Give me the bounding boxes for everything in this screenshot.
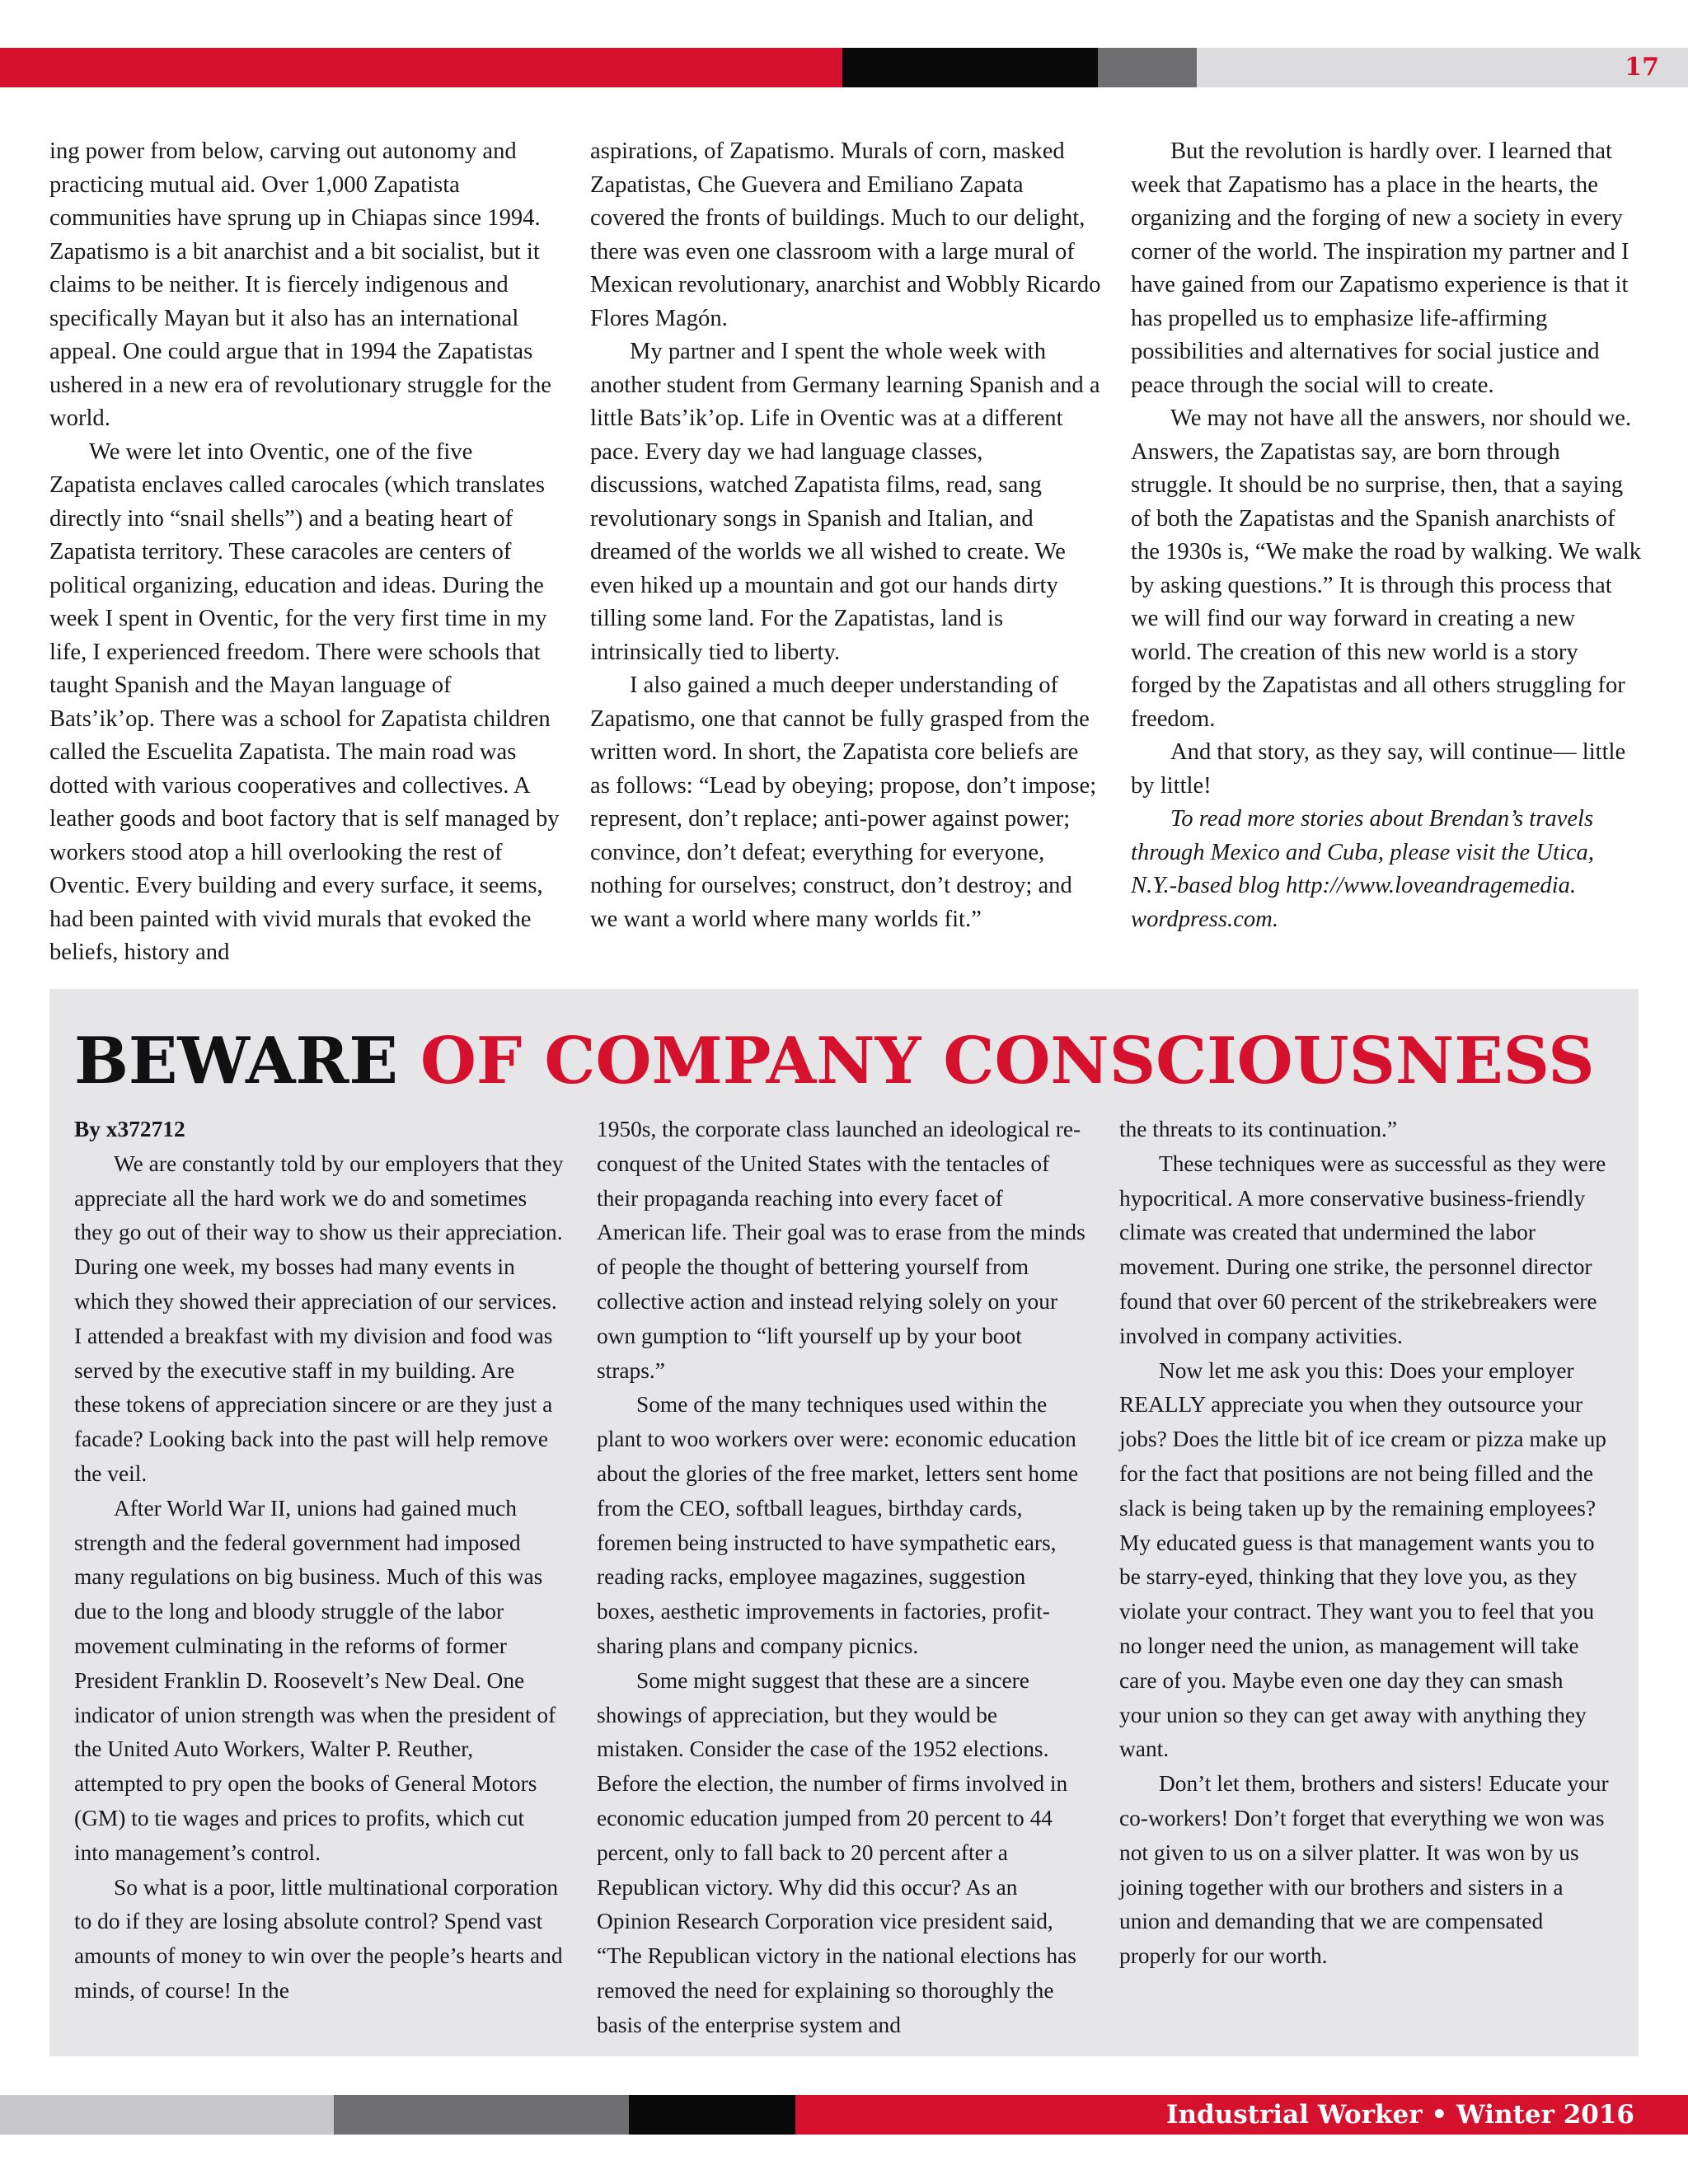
paragraph: We may not have all the answers, nor should we. Answers, the Zapatistas say, are born through struggle. It should be no surprise, then, that a saying of both the Zapatistas and the Spanish anarchists of the 1930s is, “We make the road by walking. We walk by asking questions.” It is through this process that we will find our way forward in creating a new world. The creation of this new world is a story forged by the Zapatistas and all others struggling for freedom. xyxy=(1131,405,1642,732)
paragraph: Some might suggest that these are a sincere showings of appreciation, but they would be mistaken. Consider the case of the 1952 elections. Before the election, the number of firms involved in economic education jumped from 20 percent to 44 percent, only to fall back to 20 percent after a Republican victory. Why did this occur? As an Opinion Research Corporation vice president said, “The Republican victory in the national elections has removed the need for explaining so thoroughly the basis of the enterprise system and xyxy=(597,1667,1076,2037)
top-article-column-1 xyxy=(49,135,560,970)
paragraph: Now let me ask you this: Does your employer REALLY appreciate you when they outsource your jobs? Does the little bit of ice cream or pizza make up for the fact that positions are not being filled and the slack is being taken up by the remaining employees? My educated guess is that management wants you to be starry-eyed, thinking that they love you, as they violate your contract. They want you to feel that you no longer need the union, as management will take care of you. Maybe even one day they can smash your union so they can get away with anything they want. xyxy=(1119,1357,1606,1762)
top-article-column-3 xyxy=(1131,135,1642,936)
headline-black-part: BEWARE xyxy=(74,1024,398,1099)
paragraph: So what is a poor, little multinational corporation to do if they are losing absolute control? Spend vast amounts of money to win over the people’s hearts and minds, of course! In the xyxy=(74,1874,563,2003)
paragraph: My partner and I spent the whole week with another student from Germany learning Spanish and a little Bats’ik’op. Life in Oventic was at a different pace. Every day we had language classes, discussions, watched Zapatista films, read, sang revolutionary songs in Spanish and Italian, and dreamed of the worlds we all wished to create. We even hiked up a mountain and got our hands dirty tilling some land. For the Zapatistas, land is intrinsically tied to liberty. xyxy=(590,339,1100,665)
bottom-bar-lightgray-segment xyxy=(0,2095,334,2135)
paragraph: I also gained a much deeper understanding of Zapatismo, one that cannot be fully grasped from the written word. In short, the Zapatista core beliefs are as follows: “Lead by obeying; propose, don’t impose; represent, don’t replace; anti-power against power; convince, don’t defeat; everything for everyone, nothing for ourselves; construct, don’t destroy; and we want a world where many worlds fit.” xyxy=(590,673,1097,932)
feature-article-column-3 xyxy=(1119,1113,1610,1974)
feature-article-column-1 xyxy=(74,1113,565,2008)
page-number: 17 xyxy=(1625,53,1659,82)
paragraph: And that story, as they say, will continue— little by little! xyxy=(1131,739,1626,799)
paragraph: ing power from below, carving out autonomy and practicing mutual aid. Over 1,000 Zapatista communities have sprung up in Chiapas since 1994. Zapatismo is a bit anarchist and a bit socialist, but it claims to be neither. It is fiercely indigenous and specifically Mayan but it also has an international appeal. One could argue that in 1994 the Zapatistas ushered in a new era of revolutionary struggle for the world. xyxy=(49,138,551,431)
top-bar-red-segment xyxy=(0,48,842,87)
paragraph: 1950s, the corporate class launched an ideological re-conquest of the United States with the tentacles of their propaganda reaching into every facet of American life. Their goal was to erase from the minds of people the thought of bettering yourself from collective action and instead relying solely on your own gumption to “lift yourself up by your boot straps.” xyxy=(597,1117,1085,1383)
top-article-column-2 xyxy=(590,135,1101,936)
bottom-bar-black-segment xyxy=(629,2095,795,2135)
top-bar-darkgray-segment xyxy=(1098,48,1197,87)
paragraph: the threats to its continuation.” xyxy=(1119,1117,1397,1141)
footer-publication-name: Industrial Worker • Winter 2016 xyxy=(1165,2100,1634,2130)
paragraph: We were let into Oventic, one of the five Zapatista enclaves called carocales (which translates directly into “snail shells”) and a beating heart of Zapatista territory. These caracoles are centers of political organizing, education and ideas. During the week I spent in Oventic, for the very first time in my life, I experienced freedom. There were schools that taught Spanish and the Mayan language of Bats’ik’op. There was a school for Zapatista children called the Escuelita Zapatista. The main road was dotted with various cooperatives and collectives. A leather goods and boot factory that is self managed by workers stood atop a hill overlooking the rest of Oventic. Every building and every surface, it seems, had been painted with vivid murals that evoked the beliefs, history and xyxy=(49,438,560,965)
article-headline xyxy=(74,1022,1640,1101)
paragraph: aspirations, of Zapatismo. Murals of corn, masked Zapatistas, Che Guevera and Emiliano Zapata covered the fronts of buildings. Much to our delight, there was even one classroom with a large mural of Mexican revolutionary, anarchist and Wobbly Ricardo Flores Magón. xyxy=(590,138,1101,331)
paragraph: We are constantly told by our employers that they appreciate all the hard work we do and sometimes they go out of their way to show us their appreciation. During one week, my bosses had many events in which they showed their appreciation of our services. I attended a breakfast with my division and food was served by the executive staff in my building. Are these tokens of appreciation sincere or are they just a facade? Looking back into the past will help remove the veil. xyxy=(74,1151,564,1486)
feature-article-column-2 xyxy=(597,1113,1087,2043)
bottom-bar-darkgray-segment xyxy=(334,2095,629,2135)
paragraph: Don’t let them, brothers and sisters! Educate your co-workers! Don’t forget that everything we won was not given to us on a silver platter. It was won by us joining together with our brothers and sisters in a union and demanding that we are compensated properly for our worth. xyxy=(1119,1771,1609,1969)
byline: By x372712 xyxy=(74,1117,185,1141)
paragraph: After World War II, unions had gained much strength and the federal government had imposed many regulations on big business. Much of this was due to the long and bloody struggle of the labor movement culminating in the reforms of former President Franklin D. Roosevelt’s New Deal. One indicator of union strength was when the president of the United Auto Workers, Walter P. Reuther, attempted to pry open the books of General Motors (GM) to tie wages and prices to profits, which cut into management’s control. xyxy=(74,1495,556,1865)
top-bar-lightgray-segment xyxy=(1197,48,1688,87)
paragraph: But the revolution is hardly over. I learned that week that Zapatismo has a place in the hearts, the organizing and the forging of new a society in every corner of the world. The inspiration my partner and I have gained from our Zapatismo experience is that it has propelled us to emphasize life-affirming possibilities and alternatives for social justice and peace through the social will to create. xyxy=(1131,138,1629,398)
paragraph: These techniques were as successful as they were hypocritical. A more conservative business-friendly climate was created that undermined the labor movement. During one strike, the personnel director found that over 60 percent of the strikebreakers were involved in company activities. xyxy=(1119,1151,1606,1348)
paragraph: Some of the many techniques used within the plant to woo workers over were: economic education about the glories of the free market, letters sent home from the CEO, softball leagues, birthday cards, foremen being instructed to have sympathetic ears, reading racks, employee magazines, suggestion boxes, aesthetic improvements in factories, profit-sharing plans and company picnics. xyxy=(597,1392,1079,1658)
top-bar-black-segment xyxy=(842,48,1098,87)
blog-footnote: To read more stories about Brendan’s travels through Mexico and Cuba, please visit the Utica, N.Y.-based blog http://www.loveandragemedia. wordpress.com. xyxy=(1131,806,1594,932)
headline-red-part: OF COMPANY CONSCIOUSNESS xyxy=(420,1024,1595,1099)
top-color-bar xyxy=(0,48,1688,87)
